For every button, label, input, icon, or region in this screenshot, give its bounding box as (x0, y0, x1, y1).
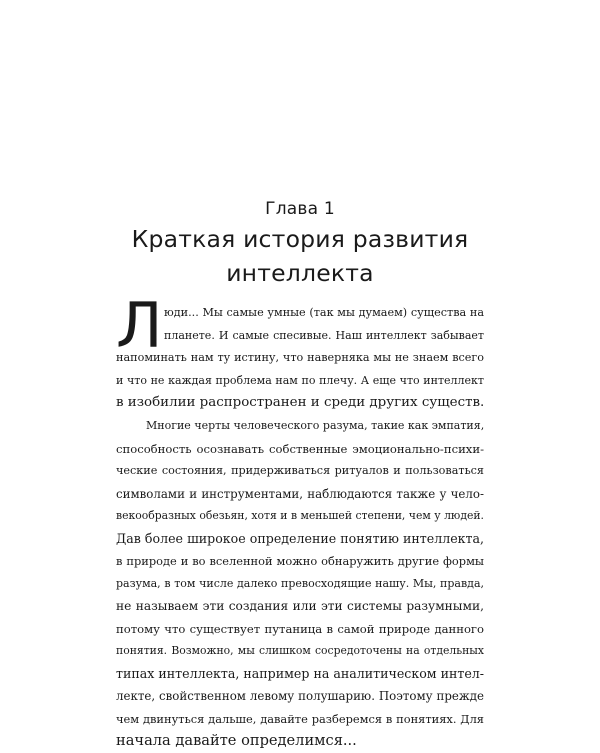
paragraph-line: Многие черты человеческого разума, такие как эмпатия, (146, 419, 485, 432)
paragraph-line: символами и инструментами, наблюдаются также у чело- (116, 486, 484, 501)
paragraph-line: планете. И самые спесивые. Наш интеллект забывает (164, 328, 484, 342)
paragraph-line: разума, в том числе далеко превосходящие нашу. Мы, правда, (116, 576, 484, 590)
paragraph-line: векообразных обезьян, хотя и в меньшей степени, чем у людей. (116, 509, 484, 522)
paragraph-line: в природе и во вселенной можно обнаружить другие формы (116, 554, 484, 568)
chapter-title (90, 222, 510, 290)
chapter-title-line-1: Краткая история развития (131, 225, 469, 253)
paragraph-line: потому что существует путаница в самой природе данного (116, 621, 484, 636)
paragraph-2 (116, 415, 484, 753)
paragraph-line: чем двинуться дальше, давайте разберемся в понятиях. Для (116, 711, 484, 726)
paragraph-line: в изобилии распространен и среди других существ. (116, 395, 485, 410)
paragraph-line: юди... Мы самые умные (так мы думаем) существа на (164, 306, 484, 319)
paragraph-line: понятия. Возможно, мы слишком сосредоточены на отдельных (116, 644, 484, 657)
paragraph-1 (116, 289, 485, 415)
paragraph-line: Дав более широкое определение понятию интеллекта, (116, 530, 484, 546)
paragraph-line: не называем эти создания или эти системы разумными, (116, 599, 484, 613)
chapter-title-line-2: интеллекта (226, 259, 374, 287)
drop-cap-letter: Л (116, 289, 163, 362)
paragraph-line: лекте, свойственном левому полушарию. Поэтому прежде (116, 689, 484, 703)
paragraph-line: способность осознавать собственные эмоционально-психи- (116, 441, 484, 456)
chapter-number: Глава 1 (265, 199, 335, 219)
paragraph-line: ческие состояния, придерживаться ритуалов и пользоваться (116, 464, 484, 477)
paragraph-line: типах интеллекта, например на аналитическом интел- (116, 665, 485, 681)
paragraph-line: начала давайте определимся... (116, 732, 357, 749)
paragraph-line: напоминать нам ту истину, что наверняка мы не знаем всего (116, 351, 484, 364)
paragraph-line: и что не каждая проблема нам по плечу. А еще что интеллект (116, 373, 484, 387)
